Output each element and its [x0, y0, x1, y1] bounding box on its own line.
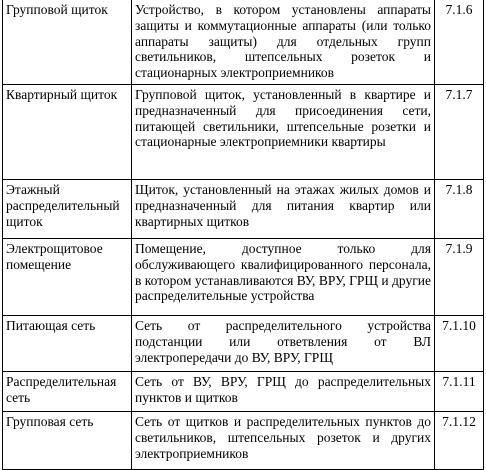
term-cell: Электрощитовое помещение [3, 238, 132, 315]
clause-number: 7.1.12 [435, 411, 484, 469]
definition-cell: Щиток, установленный на этажах жилых домов и предназначенный для питания квартир или квартирных щитков [132, 179, 435, 238]
term-cell: Распределительная сеть [3, 371, 132, 411]
table-row [3, 179, 484, 238]
table-row [3, 371, 484, 411]
clause-number: 7.1.6 [435, 0, 484, 84]
term-cell: Квартирный щиток [3, 84, 132, 179]
term-cell: Групповая сеть [3, 411, 132, 469]
clause-number: 7.1.10 [435, 315, 484, 371]
clause-number: 7.1.9 [435, 238, 484, 315]
definition-cell: Групповой щиток, установленный в квартире и предназначенный для присоединения сети, питающей светильники, штепсельные розетки и стационарные электроприемники квартиры [132, 84, 435, 179]
table-row [3, 84, 484, 179]
table-row [3, 238, 484, 315]
table-row [3, 315, 484, 371]
definition-cell: Помещение, доступное только для обслуживающего квалифицированного персонала, в котором устанавливаются ВУ, ВРУ, ГРЩ и другие распределительные устройства [132, 238, 435, 315]
clause-number: 7.1.8 [435, 179, 484, 238]
terms-table [2, 0, 484, 470]
clause-number: 7.1.11 [435, 371, 484, 411]
clause-number: 7.1.7 [435, 84, 484, 179]
definition-cell: Сеть от щитков и распределительных пунктов до светильников, штепсельных розеток и других электроприемников [132, 411, 435, 469]
term-cell: Групповой щиток [3, 0, 132, 84]
term-cell: Этажный распределительный щиток [3, 179, 132, 238]
definition-cell: Сеть от распределительного устройства подстанции или ответвления от ВЛ электропередачи до ВУ, ВРУ, ГРЩ [132, 315, 435, 371]
table-row [3, 411, 484, 469]
definition-cell: Устройство, в котором установлены аппараты защиты и коммутационные аппараты (или только аппараты защиты) для отдельных групп светильников, штепсельных розеток и стационарных электроприемников [132, 0, 435, 84]
table-row [3, 0, 484, 84]
definition-cell: Сеть от ВУ, ВРУ, ГРЩ до распределительных пунктов и щитков [132, 371, 435, 411]
term-cell: Питающая сеть [3, 315, 132, 371]
